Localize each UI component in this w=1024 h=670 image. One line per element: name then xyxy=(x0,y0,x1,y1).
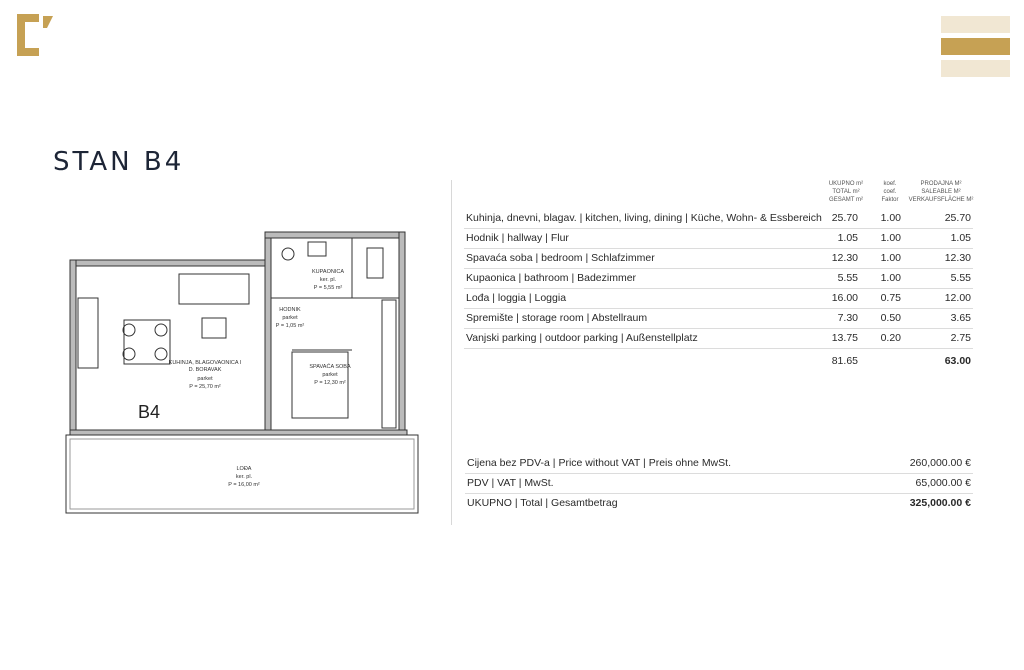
plan-unit-label: B4 xyxy=(138,402,161,422)
table-row: Spremište | storage room | Abstellraum 7.30 0.50 3.65 xyxy=(464,308,973,329)
table-row: Kupaonica | bathroom | Badezimmer 5.55 1.00 5.55 xyxy=(464,268,973,289)
svg-text:P = 25,70 m²: P = 25,70 m² xyxy=(189,384,221,390)
page-title: STAN B4 xyxy=(53,147,185,177)
header-coef: koef. coef. Faktor xyxy=(881,181,899,203)
svg-text:P = 12,30 m²: P = 12,30 m² xyxy=(314,380,346,386)
brand-logo[interactable] xyxy=(17,14,53,56)
svg-text:P = 5,55 m²: P = 5,55 m² xyxy=(313,285,343,291)
svg-text:P = 1,05 m²: P = 1,05 m² xyxy=(275,323,305,329)
divider xyxy=(451,180,452,525)
sum-total: 81.65 xyxy=(831,355,858,367)
svg-text:SPAVAĆA SOBA: SPAVAĆA SOBA xyxy=(309,364,351,370)
svg-text:P = 16,00 m²: P = 16,00 m² xyxy=(228,482,260,488)
floor-plan xyxy=(62,208,424,520)
header-total: UKUPNO m² TOTAL m² GESAMT m² xyxy=(828,181,864,203)
table-row: Kuhinja, dnevni, blagav. | kitchen, living, dining | Küche, Wohn- & Essbereich 25.70 1.00 25.70 xyxy=(464,208,973,229)
menu-icon[interactable] xyxy=(941,16,1010,77)
svg-text:parket: parket xyxy=(322,372,338,378)
svg-text:KUHINJA, BLAGOVAONICA I: KUHINJA, BLAGOVAONICA I xyxy=(168,360,242,366)
price-row: Cijena bez PDV-a | Price without VAT | Preis ohne MwSt. 260,000.00 € xyxy=(465,454,973,474)
sum-saleable: 63.00 xyxy=(944,355,971,367)
svg-text:parket: parket xyxy=(282,315,298,321)
table-row: Hodnik | hallway | Flur 1.05 1.00 1.05 xyxy=(464,228,973,249)
table-row: Lođa | loggia | Loggia 16.00 0.75 12.00 xyxy=(464,288,973,309)
price-row: PDV | VAT | MwSt. 65,000.00 € xyxy=(465,474,973,494)
table-row: Vanjski parking | outdoor parking | Außenstellplatz 13.75 0.20 2.75 xyxy=(464,328,973,349)
svg-text:parket: parket xyxy=(197,376,213,382)
svg-text:LOĐA: LOĐA xyxy=(236,466,252,472)
svg-text:HODNIK: HODNIK xyxy=(279,307,301,313)
svg-text:D. BORAVAK: D. BORAVAK xyxy=(188,367,222,373)
header-saleable: PRODAJNA M² SALEABLE M² VERKAUFSFLÄCHE M² xyxy=(908,181,974,203)
svg-text:KUPAONICA: KUPAONICA xyxy=(312,269,344,275)
svg-text:ker. pl.: ker. pl. xyxy=(319,277,337,283)
table-row: Spavaća soba | bedroom | Schlafzimmer 12.30 1.00 12.30 xyxy=(464,248,973,269)
price-row-total: UKUPNO | Total | Gesamtbetrag 325,000.00 € xyxy=(467,497,971,509)
svg-text:ker. pl.: ker. pl. xyxy=(235,474,253,480)
